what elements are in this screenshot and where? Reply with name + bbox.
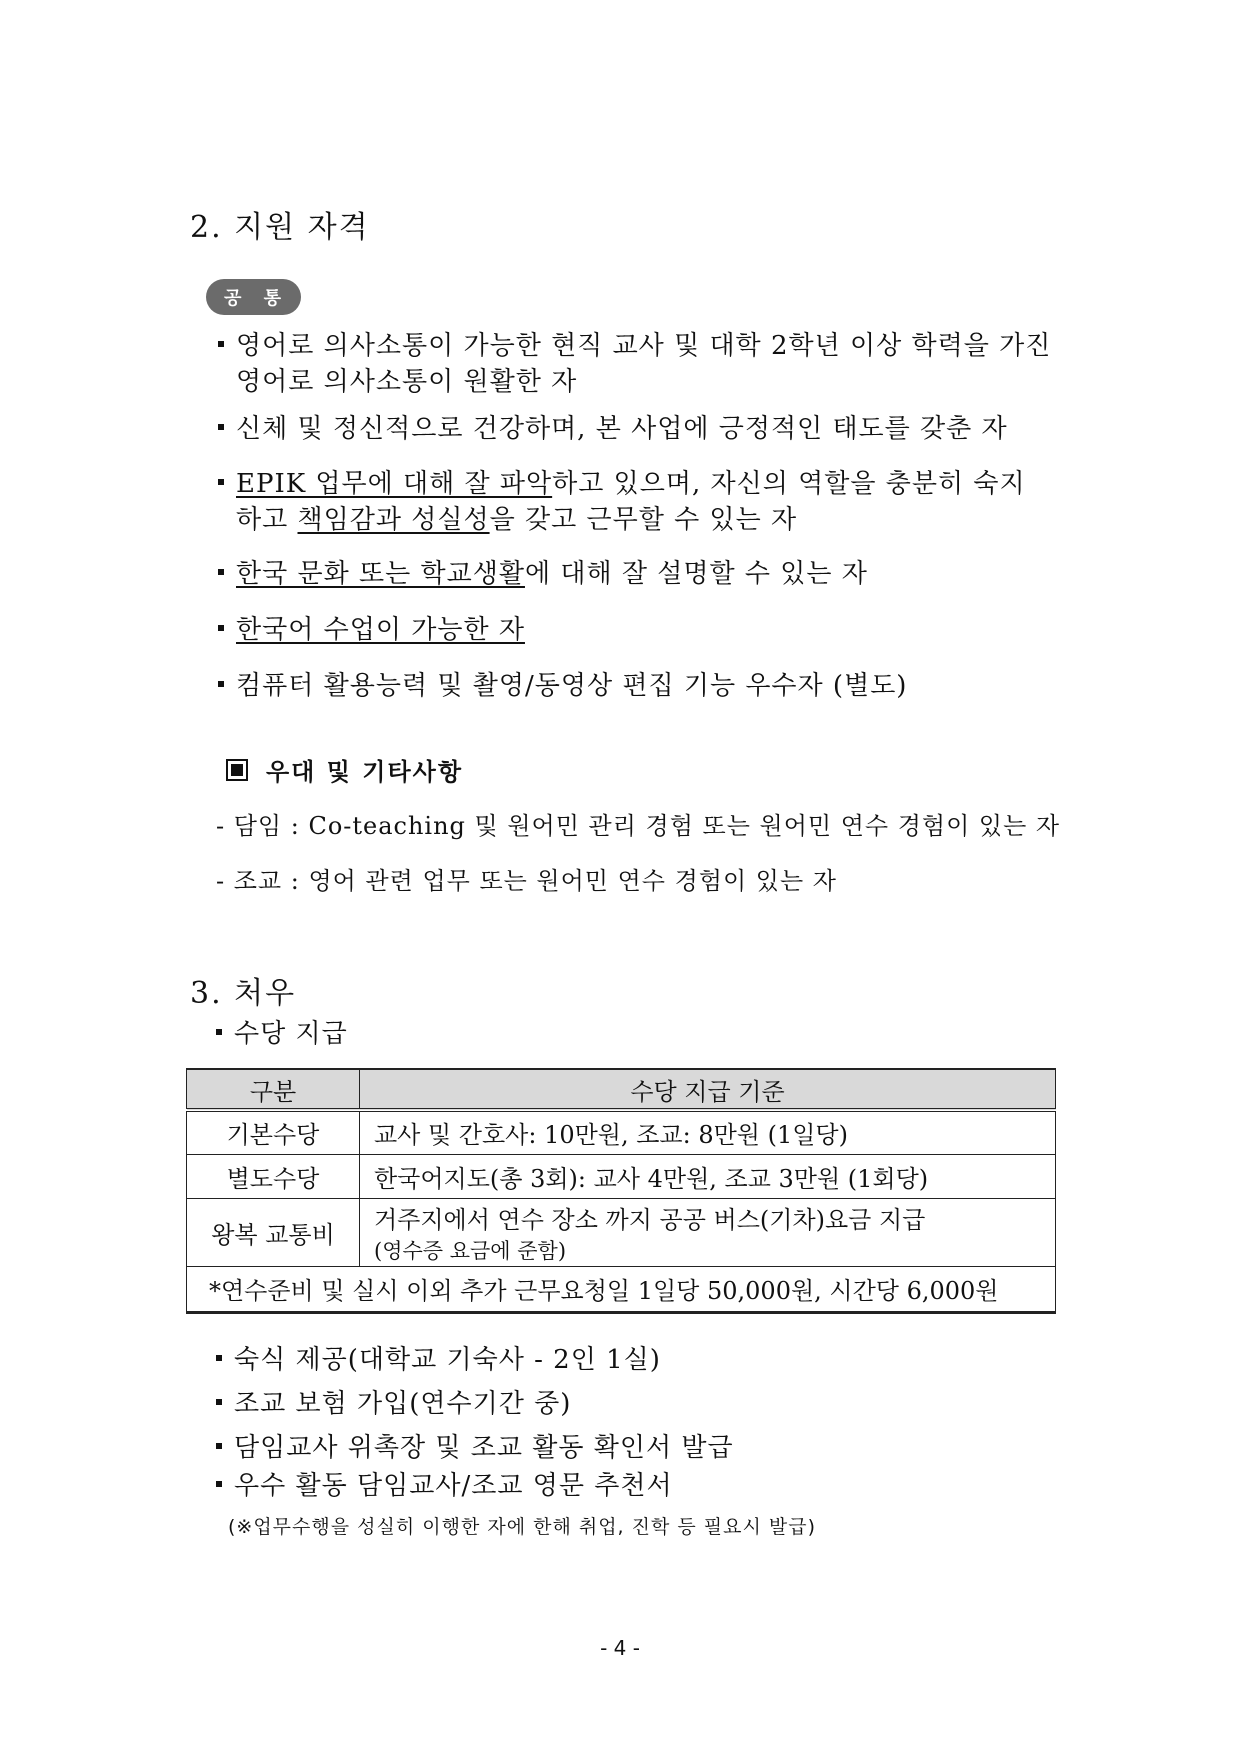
bullet-icon — [218, 625, 224, 631]
table-row: 별도수당 한국어지도(총 3회): 교사 4만원, 조교 3만원 (1회당) — [187, 1154, 1056, 1198]
bullet-icon — [216, 1481, 222, 1487]
bullet-icon — [218, 479, 224, 485]
qualification-item-5: 한국어 수업이 가능한 자 — [218, 612, 1078, 648]
allowance-table — [186, 1068, 1056, 1314]
qualification-item-3: EPIK 업무에 대해 잘 파악하고 있으며, 자신의 역할을 충분히 숙지 하고 책임감과 성실성을 갖고 근무할 수 있는 자 — [218, 466, 1078, 538]
filled-square-icon — [226, 759, 248, 781]
qualification-item-2: 신체 및 정신적으로 건강하며, 본 사업에 긍정적인 태도를 갖춘 자 — [218, 411, 1078, 447]
bullet-icon — [218, 681, 224, 687]
benefit-note: (※업무수행을 성실히 이행한 자에 한해 취업, 진학 등 필요시 발급) — [228, 1516, 816, 1538]
benefit-item: 조교 보험 가입(연수기간 중) — [216, 1386, 571, 1422]
benefit-item: 담임교사 위촉장 및 조교 활동 확인서 발급 — [216, 1430, 734, 1466]
bullet-icon — [218, 569, 224, 575]
table-header-category: 구분 — [187, 1069, 360, 1110]
qualification-item-4: 한국 문화 또는 학교생활에 대해 잘 설명할 수 있는 자 — [218, 556, 1078, 592]
preference-item-assistant: - 조교 : 영어 관련 업무 또는 원어민 연수 경험이 있는 자 — [216, 867, 837, 895]
bullet-icon — [216, 1399, 222, 1405]
common-badge: 공 통 — [206, 279, 301, 315]
bullet-icon — [218, 424, 224, 430]
allowance-label: 수당 지급 — [216, 1016, 348, 1052]
table-row: 왕복 교통비 거주지에서 연수 장소 까지 공공 버스(기차)요금 지급 (영수증 요금에 준함) — [187, 1198, 1056, 1266]
benefit-item: 우수 활동 담임교사/조교 영문 추천서 — [216, 1468, 673, 1504]
table-header-detail: 수당 지급 기준 — [360, 1069, 1056, 1110]
bullet-icon — [218, 341, 224, 347]
page-number: - 4 - — [600, 1636, 640, 1660]
bullet-icon — [216, 1443, 222, 1449]
section2-title: 2. 지원 자격 — [190, 210, 370, 245]
table-footer-row: *연수준비 및 실시 이외 추가 근무요청일 1일당 50,000원, 시간당 6,000원 — [187, 1266, 1056, 1312]
bullet-icon — [216, 1355, 222, 1361]
preference-heading: 우대 및 기타사항 — [226, 752, 463, 787]
qualification-item-1: 영어로 의사소통이 가능한 현직 교사 및 대학 2학년 이상 학력을 가진 영어로 의사소통이 원활한 자 — [218, 328, 1078, 400]
preference-item-homeroom: - 담임 : Co-teaching 및 원어민 관리 경험 또는 원어민 연수 경험이 있는 자 — [216, 812, 1061, 840]
benefit-item: 숙식 제공(대학교 기숙사 - 2인 1실) — [216, 1342, 661, 1378]
qualification-item-6: 컴퓨터 활용능력 및 촬영/동영상 편집 기능 우수자 (별도) — [218, 668, 1078, 704]
bullet-icon — [216, 1029, 222, 1035]
section3-title: 3. 처우 — [190, 976, 297, 1011]
table-row: 기본수당 교사 및 간호사: 10만원, 조교: 8만원 (1일당) — [187, 1110, 1056, 1154]
